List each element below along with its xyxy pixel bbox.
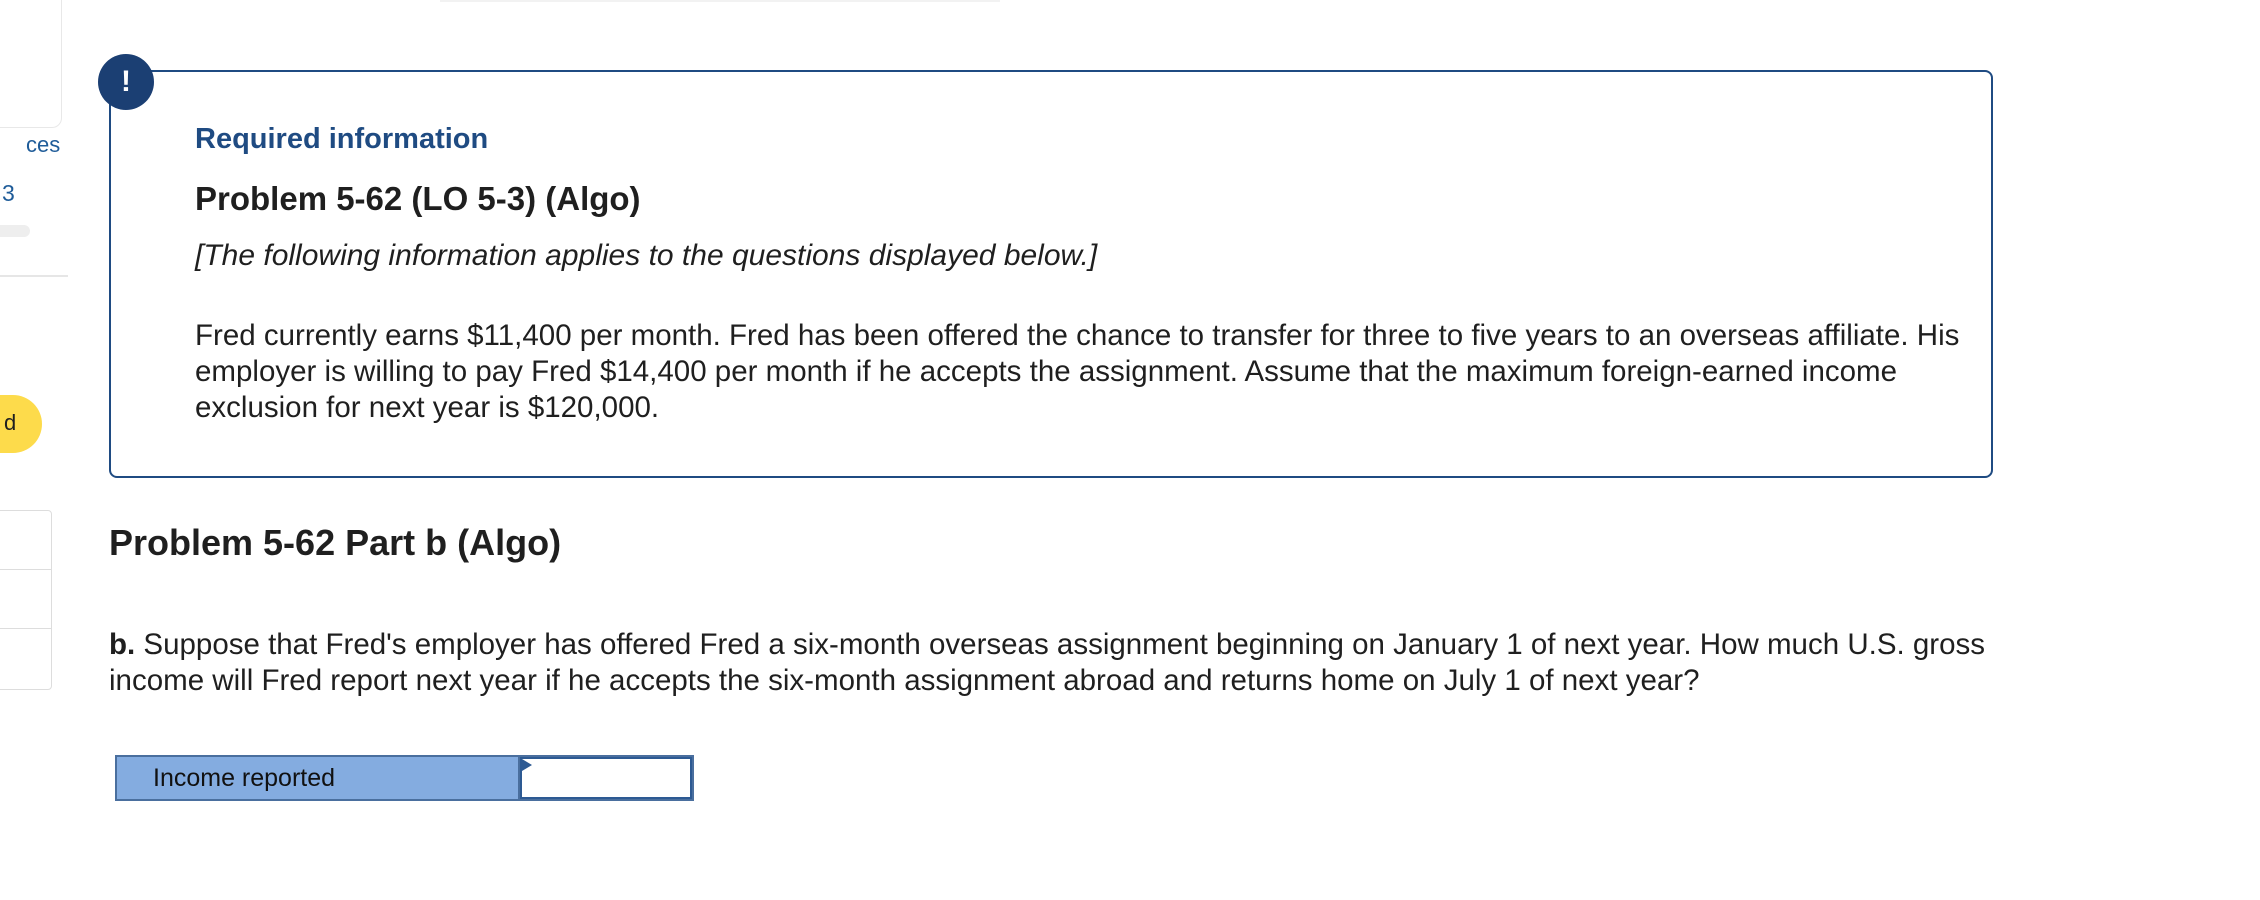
sidebar-tool-row[interactable] [0, 511, 51, 570]
income-reported-input[interactable] [522, 759, 690, 797]
part-question [109, 627, 1989, 699]
required-info-heading: Required information [195, 123, 489, 155]
sidebar-question-number[interactable]: 3 [2, 180, 15, 206]
income-reported-cell[interactable] [520, 757, 692, 799]
sidebar-card [0, 0, 62, 128]
answer-table-row [115, 755, 694, 801]
alert-icon: ! [98, 54, 154, 110]
question-prefix: b. [109, 628, 136, 661]
sidebar-status-pill[interactable] [0, 395, 42, 453]
sidebar-divider [0, 275, 68, 277]
problem-description: Fred currently earns $11,400 per month. Fred has been offered the chance to transfer for three to five years to an overseas affiliate. His employer is willing to pay Fred $14,400 per month if he accepts the assignment. Assume that the maximum foreign-earned income exclusion for next year is $120,000. [195, 319, 1960, 424]
problem-title: Problem 5-62 (LO 5-3) (Algo) [195, 180, 641, 217]
cell-flag-icon [522, 759, 532, 771]
applies-note: [The following information applies to the questions displayed below.] [195, 239, 1098, 272]
income-reported-label: Income reported [117, 757, 520, 799]
sidebar-tool-row[interactable] [0, 629, 51, 687]
sidebar-progress-bar [0, 225, 30, 237]
part-title: Problem 5-62 Part b (Algo) [109, 522, 562, 563]
sidebar-status-pill-label: d [4, 410, 17, 435]
sidebar-tool-row[interactable] [0, 570, 51, 629]
top-divider [440, 0, 1000, 2]
sidebar-tool-list [0, 510, 52, 690]
question-text: Suppose that Fred's employer has offered Fred a six-month overseas assignment beginning on January 1 of next year. How much U.S. gross income will Fred report next year if he accepts the six-month assignment abroad and returns home on July 1 of next year? [109, 628, 1986, 697]
sidebar-resources-link[interactable]: ces [26, 132, 61, 157]
